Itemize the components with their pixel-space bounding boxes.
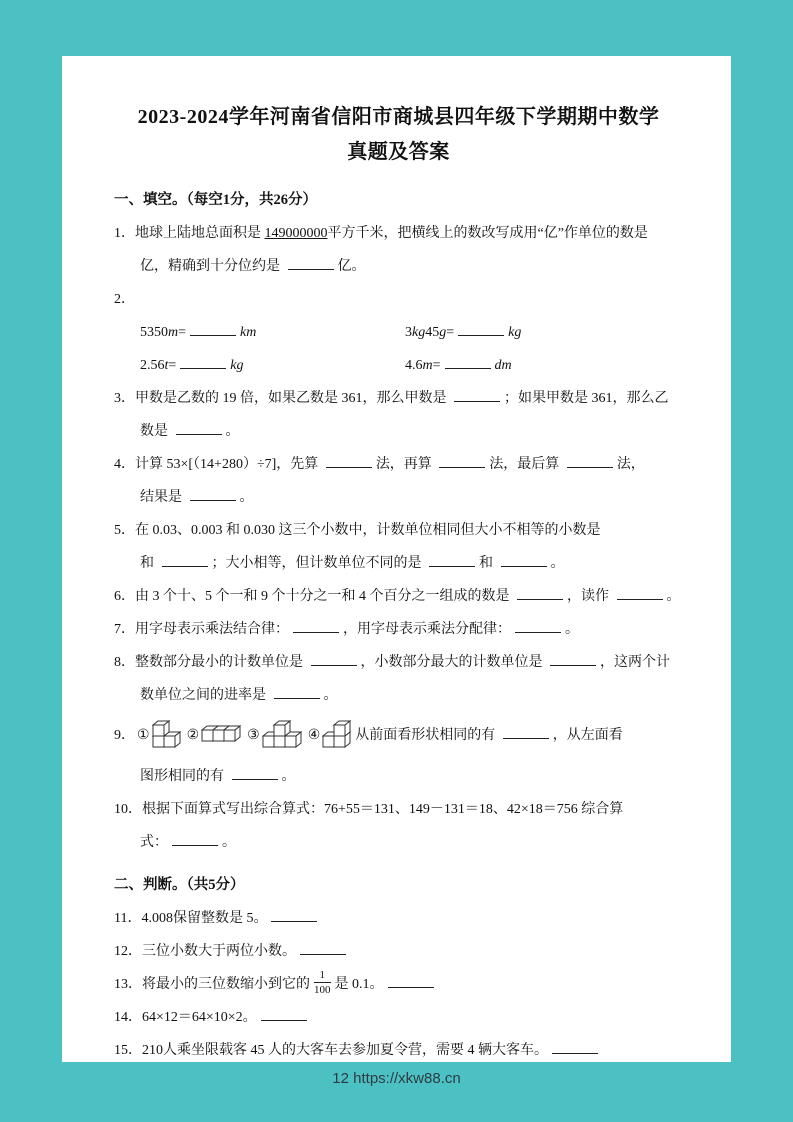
question-line: 14．64×12＝64×10×2。 bbox=[114, 1001, 683, 1034]
exam-body bbox=[114, 184, 683, 1067]
answer-blank bbox=[567, 454, 613, 468]
section-heading: 一、填空。（每空1分，共26分） bbox=[114, 192, 317, 208]
question-line: 12．三位小数大于两位小数。 bbox=[114, 935, 683, 968]
answer-blank bbox=[232, 766, 278, 780]
answer-blank bbox=[162, 553, 208, 567]
answer-blank bbox=[515, 619, 561, 633]
question-line: 图形相同的有 。 bbox=[114, 760, 683, 793]
cube-figure bbox=[322, 719, 352, 749]
question-line: 3．甲数是乙数的 19 倍，如果乙数是 361，那么甲数是 ；如果甲数是 361，那么乙 bbox=[114, 382, 683, 415]
question-line: 式： 。 bbox=[114, 826, 683, 859]
answer-blank bbox=[190, 487, 236, 501]
answer-blank bbox=[261, 1007, 307, 1021]
answer-blank bbox=[288, 256, 334, 270]
conversion-left: 5350m= km bbox=[114, 316, 405, 349]
unit-symbol: m bbox=[168, 325, 179, 340]
unit-conversion-row bbox=[114, 316, 683, 349]
cube-figure-wrap bbox=[151, 728, 185, 743]
conversion-right: 3kg45g= kg bbox=[405, 316, 521, 349]
section-heading: 二、判断。（共5分） bbox=[114, 877, 245, 893]
question-line: 6．由 3 个十、5 个一和 9 个十分之一和 4 个百分之一组成的数是 ，读作 。 bbox=[114, 580, 683, 613]
answer-blank bbox=[445, 355, 491, 369]
answer-blank bbox=[180, 355, 226, 369]
question-line: 10．根据下面算式写出综合算式：76+55＝131、149－131＝18、42×18＝756 综合算 bbox=[114, 802, 624, 817]
answer-blank bbox=[454, 388, 500, 402]
answer-blank bbox=[300, 941, 346, 955]
cube-figure bbox=[152, 719, 182, 749]
fraction bbox=[314, 969, 331, 997]
answer-blank bbox=[311, 652, 357, 666]
cube-figure-wrap bbox=[200, 728, 245, 743]
cube-figure bbox=[201, 724, 242, 743]
answer-blank bbox=[550, 652, 596, 666]
unit-symbol: g bbox=[439, 325, 447, 340]
unit-conversion-row bbox=[114, 349, 683, 382]
answer-blank bbox=[274, 685, 320, 699]
question-line: 数单位之间的进率是 。 bbox=[114, 679, 683, 712]
answer-blank bbox=[458, 322, 504, 336]
figure-label: ③ bbox=[247, 728, 260, 743]
question-line: 11．4.008保留整数是 5。 bbox=[114, 902, 683, 935]
page-footer: 12 https://xkw88.cn bbox=[332, 1070, 461, 1087]
unit-symbol: t bbox=[164, 358, 169, 373]
unit-symbol: kg bbox=[412, 325, 426, 340]
cube-figure-wrap bbox=[321, 728, 355, 743]
unit-symbol: km bbox=[240, 325, 257, 340]
cube-figure bbox=[262, 719, 303, 749]
figure-label: ① bbox=[137, 728, 150, 743]
answer-blank bbox=[176, 421, 222, 435]
answer-blank bbox=[503, 725, 549, 739]
conversion-right: 4.6m= dm bbox=[405, 349, 512, 382]
fraction-numerator: 1 bbox=[314, 969, 331, 984]
unit-symbol: m bbox=[422, 358, 433, 373]
answer-blank bbox=[271, 908, 317, 922]
answer-blank bbox=[429, 553, 475, 567]
answer-blank bbox=[326, 454, 372, 468]
question-line: 8．整数部分最小的计数单位是 ，小数部分最大的计数单位是 ，这两个计 bbox=[114, 646, 683, 679]
answer-blank bbox=[388, 974, 434, 988]
question-line: 15．210人乘坐限载客 45 人的大客车去参加夏令营，需要 4 辆大客车。 bbox=[114, 1034, 683, 1067]
unit-symbol: kg bbox=[230, 358, 244, 373]
answer-blank bbox=[517, 586, 563, 600]
answer-blank bbox=[172, 832, 218, 846]
question-line: 13．将最小的三位数缩小到它的 $\frac{1}{100}$ 是 0.1。 bbox=[114, 968, 683, 1001]
figure-label: ④ bbox=[307, 728, 321, 743]
answer-blank bbox=[293, 619, 339, 633]
fraction-denominator: 100 bbox=[314, 984, 331, 997]
unit-symbol: dm bbox=[494, 358, 512, 373]
question-line: 5．在 0.03、0.003 和 0.030 这三个小数中，计数单位相同但大小不相等的小数是 bbox=[114, 523, 601, 538]
answer-blank bbox=[190, 322, 236, 336]
answer-blank bbox=[501, 553, 547, 567]
exam-title-line2: 真题及答案 bbox=[347, 141, 450, 163]
exam-title-line1: 2023-2024学年河南省信阳市商城县四年级下学期期中数学 bbox=[137, 106, 660, 128]
question-line: 亿，精确到十分位约是 亿。 bbox=[114, 250, 683, 283]
cube-figure-wrap bbox=[261, 728, 306, 743]
figure-label: ② bbox=[186, 728, 200, 743]
question-line: 结果是 。 bbox=[114, 481, 683, 514]
question-line: 1．地球上陆地总面积是 149000000平方千米，把横线上的数改写成用“亿”作单位的数是 bbox=[114, 226, 648, 241]
answer-blank bbox=[552, 1040, 598, 1054]
question-line: 数是 。 bbox=[114, 415, 683, 448]
answer-blank bbox=[617, 586, 663, 600]
conversion-left: 2.56t= kg bbox=[114, 349, 405, 382]
unit-symbol: kg bbox=[508, 325, 522, 340]
exam-paper bbox=[62, 56, 731, 1062]
question-line: 4．计算 53×[（14+280）÷7]，先算 法，再算 法，最后算 法， bbox=[114, 448, 683, 481]
question-line: 和 ；大小相等，但计数单位不同的是 和 。 bbox=[114, 547, 683, 580]
question-line: 7．用字母表示乘法结合律： ，用字母表示乘法分配律： 。 bbox=[114, 613, 683, 646]
question-line-figures: 9． ① ② ③ ④ 从前面看形状相同的有 ，从左面看 bbox=[114, 712, 683, 760]
question-line: 2． bbox=[114, 292, 135, 307]
underlined-number: 149000000 bbox=[264, 226, 328, 241]
answer-blank bbox=[439, 454, 485, 468]
